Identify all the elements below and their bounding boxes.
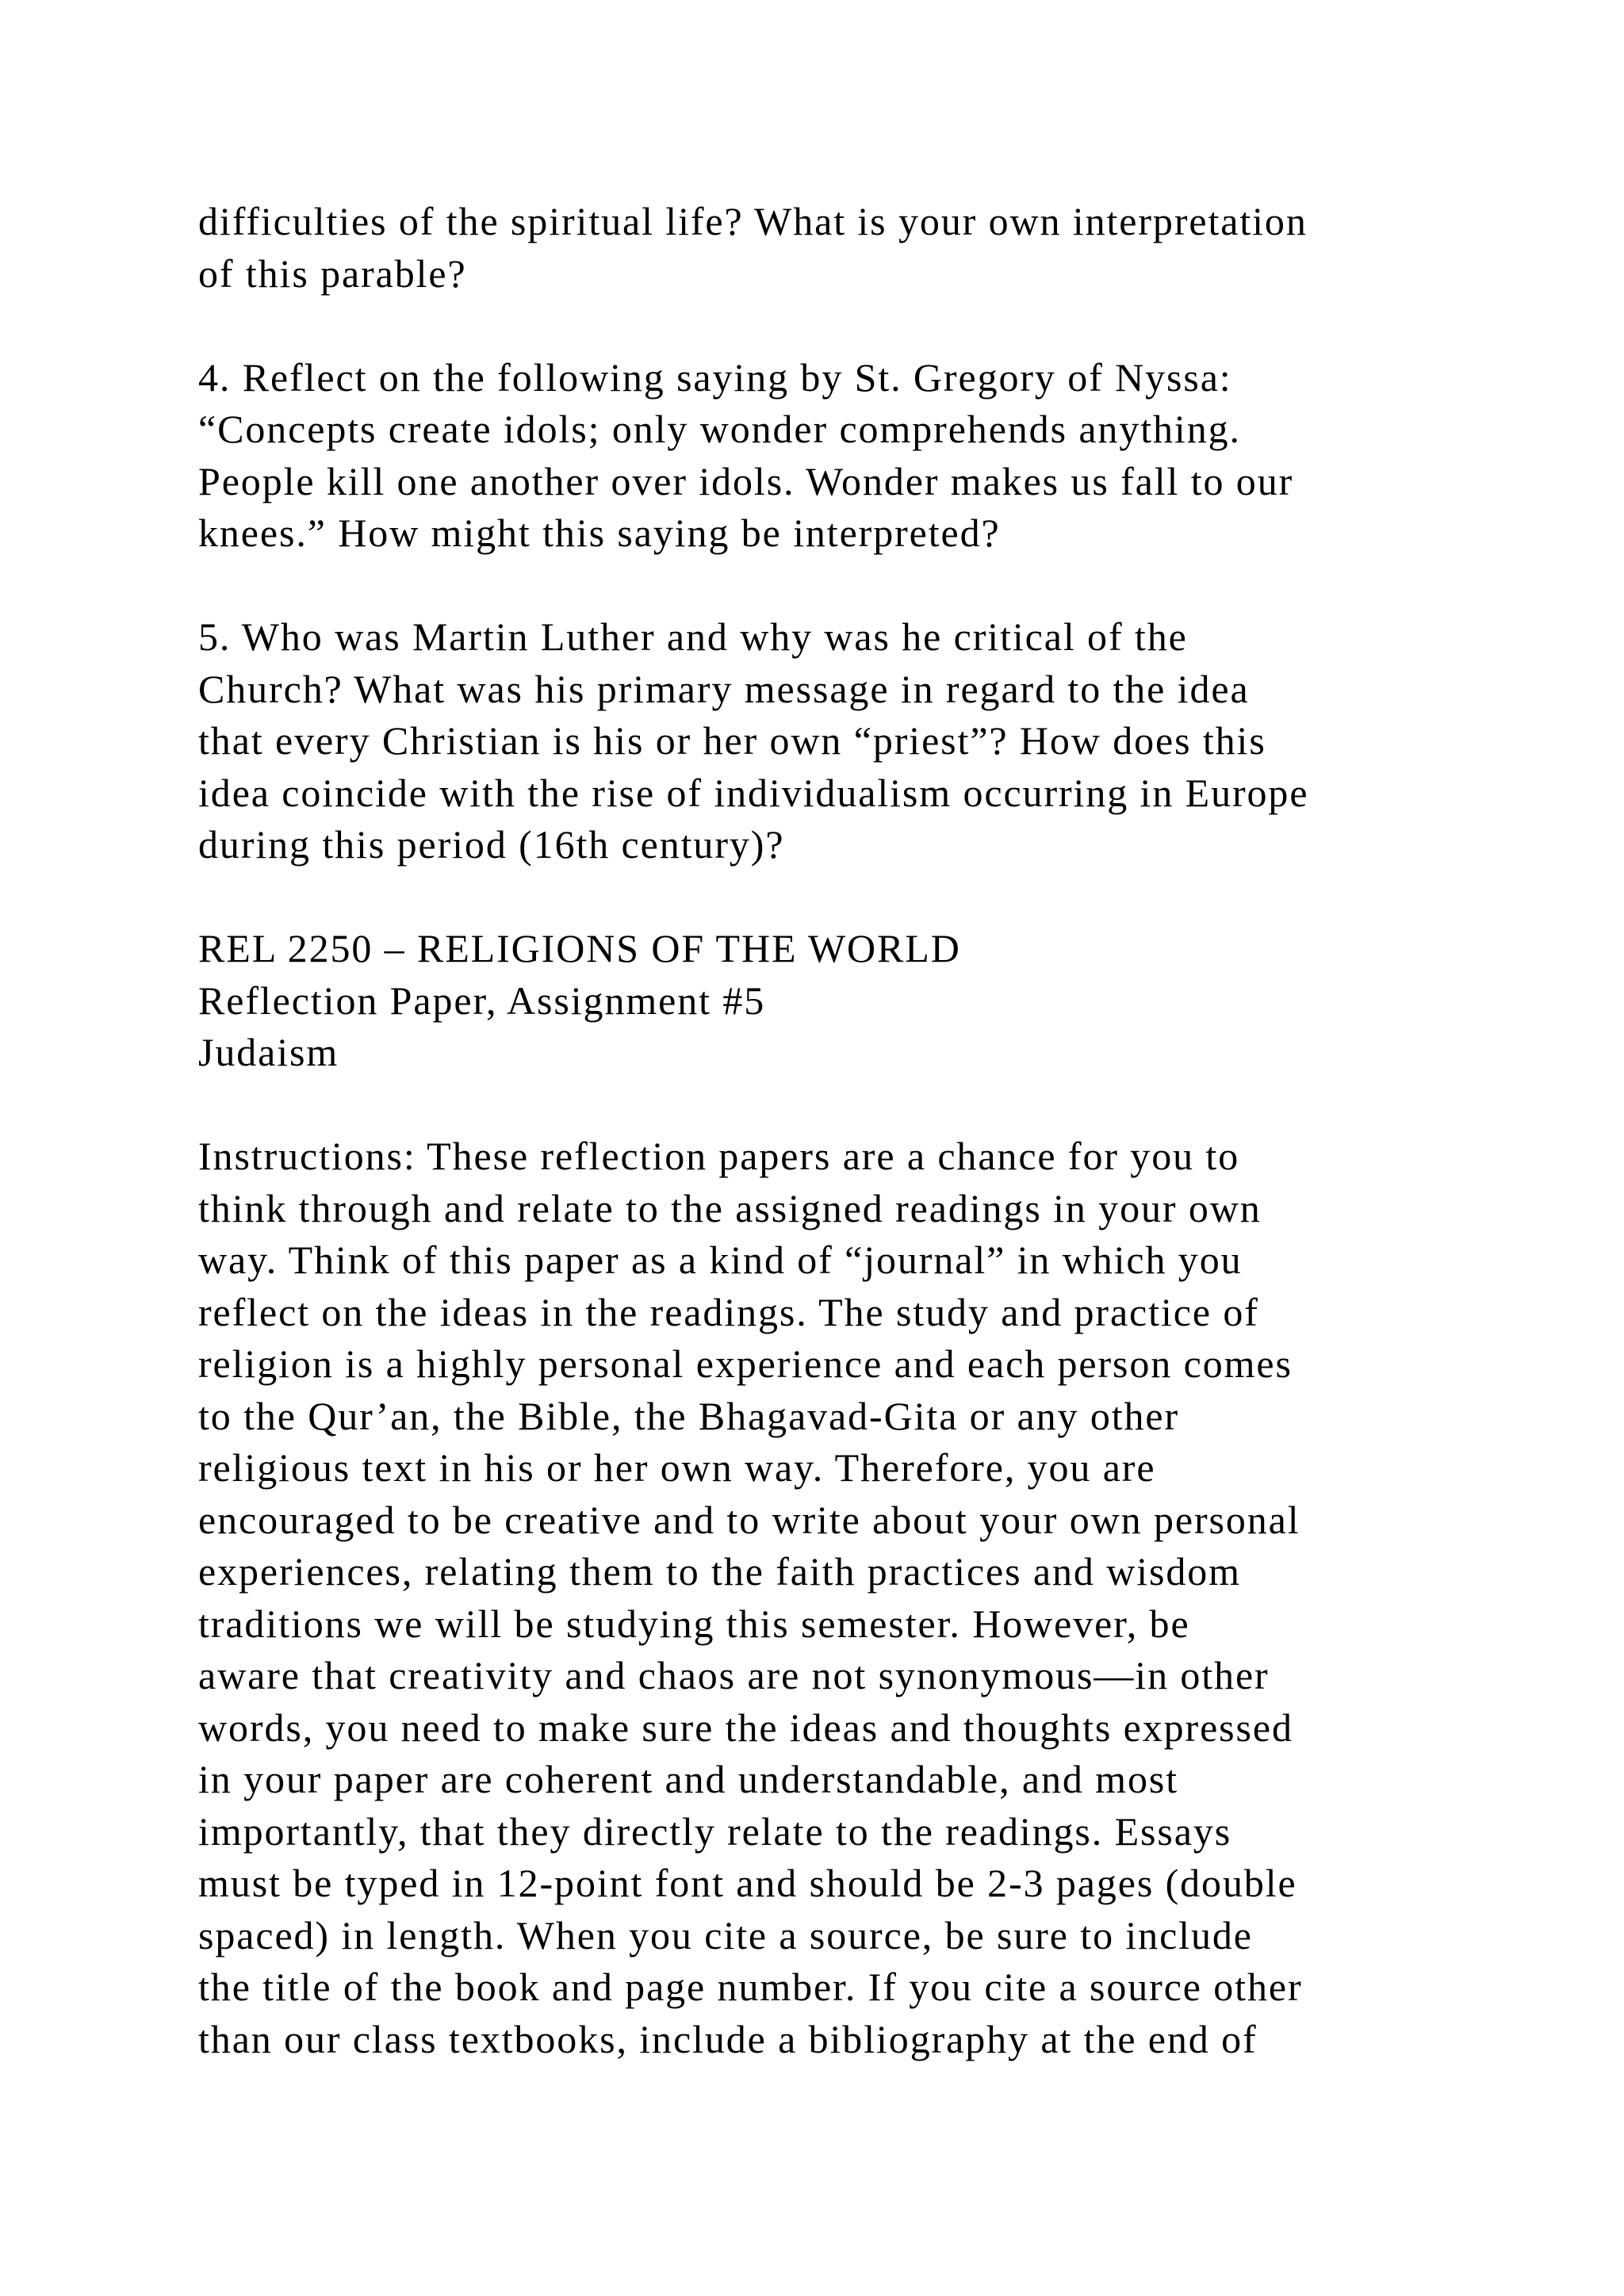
text-line: that every Christian is his or her own “priest”? How does this [198,718,1266,763]
text-line: words, you need to make sure the ideas and thoughts expressed [198,1705,1293,1750]
assignment-heading [198,923,1499,1079]
question-4 [198,352,1499,560]
text-line: during this period (16th century)? [198,822,785,867]
text-line: than our class textbooks, include a bibliography at the end of [198,2016,1258,2061]
text-line: religious text in his or her own way. Therefore, you are [198,1445,1156,1490]
text-line: knees.” How might this saying be interpreted? [198,511,1001,555]
text-line: “Concepts create idols; only wonder comprehends anything. [198,407,1241,451]
text-line: 5. Who was Martin Luther and why was he critical of the [198,614,1188,659]
text-line: Church? What was his primary message in regard to the idea [198,666,1250,711]
text-line: think through and relate to the assigned readings in your own [198,1185,1262,1230]
text-line: the title of the book and page number. If you cite a source other [198,1965,1303,2009]
text-line: Instructions: These reflection papers are a chance for you to [198,1134,1240,1178]
text-line: importantly, that they directly relate to the readings. Essays [198,1808,1232,1854]
text-line: experiences, relating them to the faith practices and wisdom [198,1549,1241,1594]
text-line: reflect on the ideas in the readings. The study and practice of [198,1289,1259,1334]
text-line: encouraged to be creative and to write about your own personal [198,1497,1300,1542]
text-line: way. Think of this paper as a kind of “journal” in which you [198,1238,1243,1282]
text-line: religion is a highly personal experience and each person comes [198,1341,1293,1386]
text-line: idea coincide with the rise of individualism occurring in Europe [198,770,1309,815]
paragraph-gap [198,560,1499,612]
text-line: to the Qur’an, the Bible, the Bhagavad-Gita or any other [198,1393,1180,1438]
question-5 [198,611,1499,871]
paragraph-gap [198,300,1499,352]
paragraph-continuation [198,196,1499,300]
text-line: 4. Reflect on the following saying by St. Gregory of Nyssa: [198,354,1232,400]
document-body [198,196,1499,2065]
text-line: difficulties of the spiritual life? What is your own interpretation [198,199,1308,243]
text-line: must be typed in 12-point font and should be 2-3 pages (double [198,1861,1297,1905]
text-line: People kill one another over idols. Wonder makes us fall to our [198,458,1294,503]
paragraph-gap [198,871,1499,924]
assignment-title: Reflection Paper, Assignment #5 [198,978,766,1023]
text-line: in your paper are coherent and understandable, and most [198,1757,1179,1801]
instructions-paragraph [198,1131,1499,2065]
text-line: spaced) in length. When you cite a source, be sure to include [198,1912,1253,1957]
course-title: REL 2250 – RELIGIONS OF THE WORLD [198,926,961,970]
assignment-topic: Judaism [198,1030,339,1074]
text-line: traditions we will be studying this semester. However, be [198,1601,1190,1646]
text-line: of this parable? [198,251,467,296]
paragraph-gap [198,1079,1499,1131]
text-line: aware that creativity and chaos are not synonymous—in other [198,1653,1270,1697]
